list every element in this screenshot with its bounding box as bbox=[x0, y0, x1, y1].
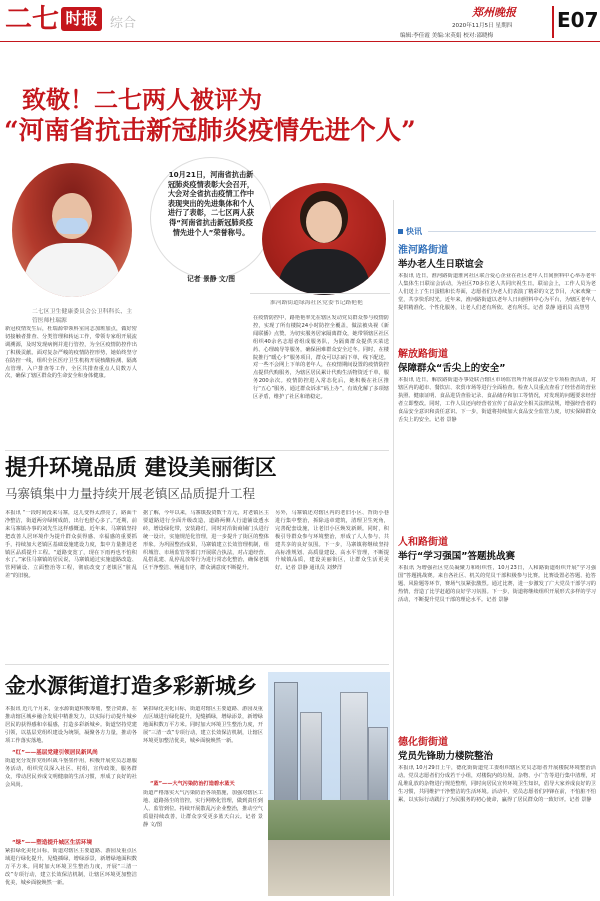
lead-box bbox=[150, 157, 272, 283]
story2-title: 提升环境品质 建设美丽街区 bbox=[5, 456, 277, 481]
section-marker-icon bbox=[398, 229, 403, 234]
story2-top-rule bbox=[5, 450, 389, 451]
page-divider bbox=[552, 6, 554, 38]
headline-main: “河南省抗击新冠肺炎疫情先进个人” bbox=[4, 116, 416, 146]
story-1-text: 新冠疫情发生后，杜瑞源带领科室同志加班加点，做好密切接触者排查、分类管理和转运工作，带领专家组开展流调溯源，及时发现病例并进行管控，为全区疫情防控作出了积极贡献。面对复杂严峻的疫情防控形势，她始终坚守在防控一线，组织全区医疗卫生机构开展核酸检测、隔离点管理、入户排查等工作，全区共排查重点人员数万人次，确保了辖区群众的生命安全和身体健康。 bbox=[5, 326, 137, 380]
brief-district: 德化街街道 bbox=[398, 737, 448, 748]
street bbox=[268, 840, 390, 896]
brief-title: 举行“学习强国”答题挑战赛 bbox=[398, 551, 515, 562]
story3-col2b: 街道严格落实大气污染防治各项措施，加强对辖区工地、道路扬尘的管控，实行网格化管理，做到责任到人、监管到位。持续开展散乱污企业整治，推动空气质量持续改善，让群众享受更多蓝天白云。记者 景静 文/图 bbox=[143, 790, 263, 828]
story2-col1: 本报讯 “一段时间没来马寨，这儿变得太漂亮了，路面干净整洁，街道两旁绿树成荫，出行也舒心多了。”近期，前来马寨镇办事的刘先生这样感慨道。近年来，马寨镇坚持把改善人居环境作为提升群众获得感、幸福感的重要抓手，持续加大老镇区基础设施建设力度，集中力量推进老镇区品质提升工程。“道路变宽了，现在下雨再也不怕积水了。”家住马寨镇的居民说，马寨镇通过实施道路改造、管网铺设、立面整治等工程，彻底改变了老镇区“脏乱差”的旧貌。 bbox=[5, 510, 137, 580]
sidebar-divider bbox=[393, 200, 394, 896]
story3-sub2: “绿”——塑造提升城区生活环境 bbox=[12, 840, 93, 846]
masthead-badge-text: 时报 bbox=[65, 9, 98, 28]
masthead-title-text: 二七 bbox=[5, 4, 59, 35]
story2-subtitle: 马寨镇集中力量持续开展老镇区品质提升工程 bbox=[5, 486, 256, 501]
story3-col1: 本报讯 近几个月来，金水源街道积极筹划，整合资源，在推动辖区城乡融合发展中精准发力，以实际行动提升城乡居民的获得感和幸福感，打造多彩新城乡。街道坚持党建引领，以基层党组织建设为统领，凝聚各方力量，推动各项工作落实落地。 bbox=[5, 706, 137, 744]
photo-caption-2: 淮河路街道绿海社区党委书记路艳艳 bbox=[270, 300, 363, 306]
page-code: E07 bbox=[557, 8, 599, 32]
photo-2-frame bbox=[250, 293, 390, 294]
masthead-title bbox=[5, 4, 59, 36]
brief-item-2 bbox=[398, 348, 596, 505]
building-4 bbox=[368, 727, 388, 804]
editors-line: 编辑:李佳霞 美编:宋英娟 校对:邵晓梅 bbox=[400, 33, 494, 39]
brief-item-4 bbox=[398, 736, 596, 893]
lead-byline: 记者 景静 文/图 bbox=[187, 275, 235, 283]
portrait-1-shoulders bbox=[24, 243, 120, 297]
date-line: 2020年11月5日 星期四 bbox=[452, 23, 513, 29]
sidebar-section-label: 快讯 bbox=[406, 227, 422, 236]
brief-body: 本报讯 近日，淮河路街道淮河社区联合爱心企业在社区老年人日间照料中心举办老年人集体生日联谊会活动，为社区70多位老人共同庆祝生日。联谊会上，工作人员为老人们送上了生日蛋糕和长寿面，志愿者们为老人们表演了精彩的文艺节目，大家欢聚一堂，共享快乐时光。近年来，淮河路街道以老年人日间照料中心为平台，为辖区老年人提供精准化、个性化服务，让老人们老有所依、老有所乐。记者 景静 通讯员 高慧男 bbox=[398, 273, 596, 311]
brief-item-3 bbox=[398, 536, 596, 715]
brief-district: 解放路街道 bbox=[398, 349, 448, 360]
sidebar-section-rule bbox=[428, 231, 596, 232]
section-label: 综合 bbox=[110, 16, 137, 31]
portrait-photo-1 bbox=[12, 163, 132, 297]
brief-title: 党员先锋助力楼院整治 bbox=[398, 751, 494, 762]
brief-body: 本报讯 为增强社区党员凝聚力和组织性，10月23日，人和路街道组织开展“学习强国”答题挑战赛。来自各社区、机关的党员干部积极参与比赛。比赛设置必答题、抢答题、风险题等环节，赛场气氛紧张激烈。通过比赛，进一步激发了广大党员干部学习的热情，营造了比学赶超的良好学习氛围。下一步，街道将继续组织开展形式多样的学习活动，不断提升党员干部的理论水平。记者 景静 bbox=[398, 565, 596, 603]
brief-body: 本报讯 10月29日上午，德化街街道党工委组织辖区党员志愿者开展楼院环境整治活动。党员志愿者们分成若干小组，对楼院内的垃圾、杂物、小广告等进行集中清理，对乱堆乱放的杂物进行规范整理，同时向居民宣传环境卫生知识，倡导大家养成良好的卫生习惯，共同维护干净整洁的生活环境。活动中，党员志愿者们冲锋在前，不怕脏不怕累，以实际行动践行了为民服务的初心使命，赢得了居民群众的一致好评。记者 景静 bbox=[398, 765, 596, 803]
story3-sub1: “红”——基层党建引领居民新风尚 bbox=[12, 750, 98, 756]
paper-name: 郑州晚报 bbox=[472, 6, 516, 19]
story3-title: 金水源街道打造多彩新城乡 bbox=[5, 674, 257, 698]
brief-title: 举办老人生日联谊会 bbox=[398, 259, 484, 270]
photo-caption-1: 二七区卫生健康委员会公卫科科长、主管医师杜瑞源 bbox=[32, 309, 132, 324]
masthead-rule bbox=[0, 41, 600, 42]
masthead-badge bbox=[61, 7, 102, 31]
story3-col1b: 街道充分发挥党组织战斗堡垒作用，积极开展党员志愿服务活动，组织党员深入社区、村组，宣传政策，服务群众，带动居民养成文明健康的生活习惯，形成了良好的社会风尚。 bbox=[5, 758, 137, 788]
building-3 bbox=[340, 692, 368, 804]
story3-sub3: “蓝”——大气污染防治打造碧水蓝天 bbox=[150, 781, 235, 787]
portrait-2-shoulders bbox=[278, 249, 370, 295]
story3-col2: 紧扣绿化美化目标，街道对辖区主要道路、游园及重点区域进行绿化提升，见缝插绿，增绿添景，新增绿地面积数万平方米。同时加大环境卫生整治力度，开展“三清一改”专项行动，建立长效保洁机制，让辖区环境更加整洁优美，城乡面貌焕然一新。 bbox=[5, 848, 137, 886]
brief-district: 人和路街道 bbox=[398, 537, 448, 548]
story2-col3: 另外，马寨镇还对辖区内的老旧小区、背街小巷进行集中整治，拆除违章建筑，清理卫生死角，完善配套设施，让老旧小区焕发新颜。同时，积极引导群众参与环境整治，形成了人人参与、共建共享的良好氛围。下一步，马寨镇将继续坚持高标准规划、高质量建设、高水平管理，不断提升城镇品质，建设美丽街区，让群众生活更美好。记者 景静 通讯员 刘梦洋 bbox=[275, 510, 389, 572]
cityscape-photo bbox=[268, 672, 390, 896]
lead-text: 10月21日，河南省抗击新冠肺炎疫情表彰大会召开，大会对全省抗击疫情工作中表现突出的先进集体和个人进行了表彰，二七区两人获得“河南省抗击新冠肺炎疫情先进个人”荣誉称号。 bbox=[167, 170, 255, 237]
headline-kicker: 致敬！二七两人被评为 bbox=[22, 85, 262, 114]
brief-item-1 bbox=[398, 244, 596, 353]
story3-col2a: 紧扣绿化美化目标，街道对辖区主要道路、游园及重点区域进行绿化提升，见缝插绿，增绿添景，新增绿地面积数万平方米。同时加大环境卫生整治力度，开展“三清一改”专项行动，建立长效保洁机制，让辖区环境更加整洁优美，城乡面貌焕然一新。 bbox=[143, 706, 263, 744]
masthead bbox=[0, 0, 600, 40]
brief-body: 本报讯 近日，解放路街道办事处联合辖区市场监管所开展食品安全专项检查活动，对辖区内的超市、餐饮店、农贸市场等进行全面检查。检查人员重点查看了经营者的营业执照、健康证明、食品进货查验记录、食品储存和加工等情况，对发现的问题要求经营者立即整改。同时，工作人员还向经营者宣传了食品安全相关法律法规，增强经营者的食品安全意识和责任意识。下一步，街道将持续加大食品安全监管力度，切实保障群众舌尖上的安全。记者 景静 bbox=[398, 377, 596, 423]
portrait-photo-2 bbox=[262, 183, 386, 295]
portrait-1-mask bbox=[56, 218, 88, 234]
building-2 bbox=[300, 712, 322, 804]
brief-district: 淮河路街道 bbox=[398, 245, 448, 256]
story3-top-rule bbox=[5, 664, 389, 665]
portrait-2-face bbox=[306, 201, 342, 243]
story2-col2: 据了解，今年以来，马寨镇投资数千万元，对老镇区主要道路进行全面升级改造，道路两侧人行道铺设透水砖，增设绿化带，安装路灯，同时对沿街商铺门头进行统一设计，实施规范化管理，进一步提升了街区的整体形象。为巩固整治成果，马寨镇建立长效管理机制，组织城管、市场监管等部门开展联合执法，对占道经营、乱搭乱建、乱停乱放等行为进行常态化整治，确保老镇区干净整洁、畅通有序，群众满意度不断提升。 bbox=[143, 510, 269, 572]
tree-band bbox=[268, 800, 390, 840]
story-2-text: 在疫情防控中，路艳艳率先在辖区发动党员群众参与疫情防控，实现了所有楼院24小时防控全覆盖，做法被央视《新闻联播》点赞。为切实服务居家隔离群众，她带领辖区社区组织40余名志愿者组成服务队，为隔离群众提供买菜送药、心理疏导等服务，确保困难群众安全过冬。同时，在楼院推行“暖心卡”服务项目，群众可以扫码下单，线下配送。对一些不会网上下单的老年人，在疫情期间设置的疫情防控点提供代购服务，为辖区居民累计代购生活物资近千单，服务200余次。疫情防控进入常态化后，她积极在社区推行“五心”服务，通过群众诉求“码上办”，有效化解了多项辖区矛盾，维护了社区和谐稳定。 bbox=[253, 315, 389, 401]
building-1 bbox=[274, 682, 298, 804]
brief-title: 保障群众“舌尖上的安全” bbox=[398, 363, 506, 374]
